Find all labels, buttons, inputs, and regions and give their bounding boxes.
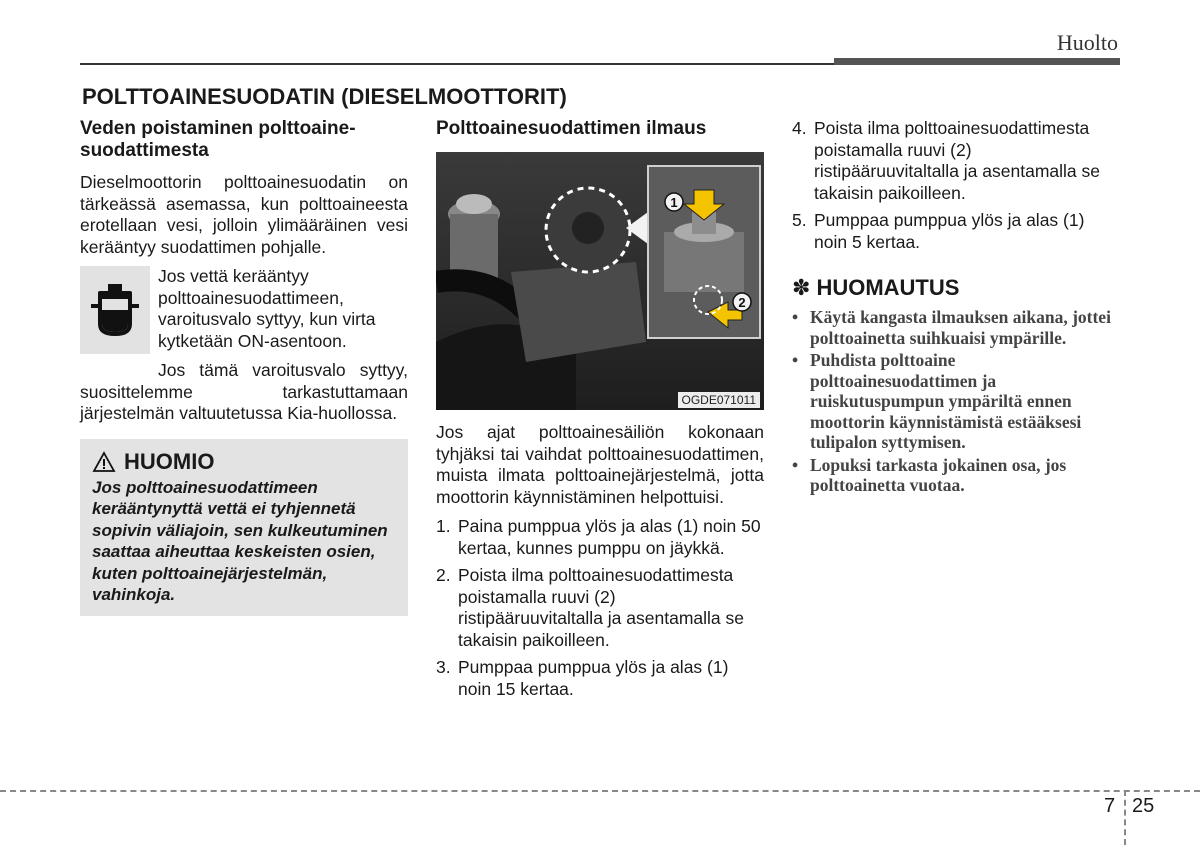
column-1 <box>80 118 408 616</box>
step-number: 1. <box>436 516 451 536</box>
callout-2: 2 <box>738 295 746 310</box>
page-title: POLTTOAINESUODATIN (DIESELMOOTTORIT) <box>82 84 567 109</box>
note-header <box>792 275 1120 301</box>
step-text: Poista ilma polttoainesuodattimesta poistamalla ruuvi (2) ristipääruuvitaltalla ja asentamalla se takaisin paikoilleen. <box>814 118 1100 203</box>
page-number: 25 <box>1132 795 1155 817</box>
note-text: Puhdista polttoaine polttoainesuodattimen ja ruiskutuspumpun ympäriltä ennen moottorin käynnistämistä estääksesi tulipalon syttymisen. <box>810 350 1082 452</box>
water-removal-paragraph: Dieselmoottorin polttoainesuodatin on tärkeässä asemassa, kun polttoaineesta erotellaan vesi, jolloin ylimääräinen vesi kerääntyy suodattimen pohjalle. <box>80 172 408 257</box>
section-heading-water-removal: Veden poistaminen polttoaine- suodattimesta <box>80 118 356 161</box>
caution-box <box>80 439 408 616</box>
caution-label: HUOMIO <box>124 448 215 474</box>
note-label: HUOMAUTUS <box>816 275 960 300</box>
list-item <box>792 350 1120 453</box>
bleeding-intro: Jos ajat polttoainesäiliön kokonaan tyhjäksi tai vaihdat polttoainesuodattimen, muista ilmata polttoainejärjestelmä, jotta moottorin käynnistäminen helpottuisi. <box>436 422 764 507</box>
warning-triangle-icon <box>92 451 116 473</box>
engine-fuel-filter-photo <box>436 152 764 410</box>
footer-divider <box>0 790 1200 792</box>
column-2 <box>436 118 764 706</box>
step-text: Poista ilma polttoainesuodattimesta poistamalla ruuvi (2) ristipääruuvitaltalla ja asentamalla se takaisin paikoilleen. <box>458 565 744 650</box>
step-text: Pumppaa pumppua ylös ja alas (1) noin 5 kertaa. <box>814 210 1085 252</box>
running-head: Huolto <box>1056 30 1118 55</box>
bleeding-steps-continued <box>792 118 1120 253</box>
header-rule-thick <box>834 58 1120 65</box>
note-text: Käytä kangasta ilmauksen aikana, jottei polttoainetta suihkuaisi ympärille. <box>810 307 1111 348</box>
list-item <box>792 307 1120 348</box>
list-item <box>436 657 764 700</box>
chapter-number: 7 <box>1104 795 1116 817</box>
footer-divider-vertical <box>1124 790 1126 845</box>
caution-text: Jos polttoainesuodattimeen kerääntynyttä vettä ei tyhjennetä sopivin väliajoin, sen kulkeutuminen saattaa aiheuttaa keskeisten osien, kuten polttoainejärjestelmän, vahinkoja. <box>92 477 388 604</box>
bullet: • <box>792 454 799 475</box>
engine-bay-illustration <box>436 152 764 410</box>
step-number: 5. <box>792 210 807 230</box>
list-item <box>436 565 764 651</box>
step-number: 4. <box>792 118 807 138</box>
list-item <box>792 118 1120 204</box>
image-code: OGDE071011 <box>678 392 761 408</box>
indicator-text: Jos vettä kerääntyy polttoainesuodattimeen, varoitusvalo syttyy, kun virta kytketään ON-asentoon. <box>158 266 376 351</box>
bullet: • <box>792 350 799 370</box>
recommendation-paragraph: Jos tämä varoitusvalo syttyy, suosittelemme tarkastuttamaan järjestelmän valtuutetussa Kia-huollossa. <box>80 360 408 423</box>
callout-1: 1 <box>670 195 678 210</box>
section-heading-bleeding: Polttoainesuodattimen ilmaus <box>436 118 707 139</box>
caution-header <box>92 449 396 475</box>
bleeding-steps-list <box>436 516 764 700</box>
header-rule <box>80 63 840 65</box>
list-item <box>792 455 1120 496</box>
fuel-filter-water-warning-icon <box>80 266 150 354</box>
list-item <box>792 210 1120 253</box>
indicator-row <box>80 266 408 354</box>
step-number: 2. <box>436 565 451 585</box>
note-list <box>792 307 1120 496</box>
step-text: Pumppaa pumppua ylös ja alas (1) noin 15 kertaa. <box>458 657 729 699</box>
note-symbol-icon: ✽ <box>792 275 811 300</box>
column-3 <box>792 118 1120 498</box>
step-text: Paina pumppua ylös ja alas (1) noin 50 kertaa, kunnes pumppu on jäykkä. <box>458 516 761 558</box>
step-number: 3. <box>436 657 451 677</box>
list-item <box>436 516 764 559</box>
bullet: • <box>792 307 799 327</box>
note-text: Lopuksi tarkasta jokainen osa, jos polttoainetta vuotaa. <box>810 454 1067 495</box>
